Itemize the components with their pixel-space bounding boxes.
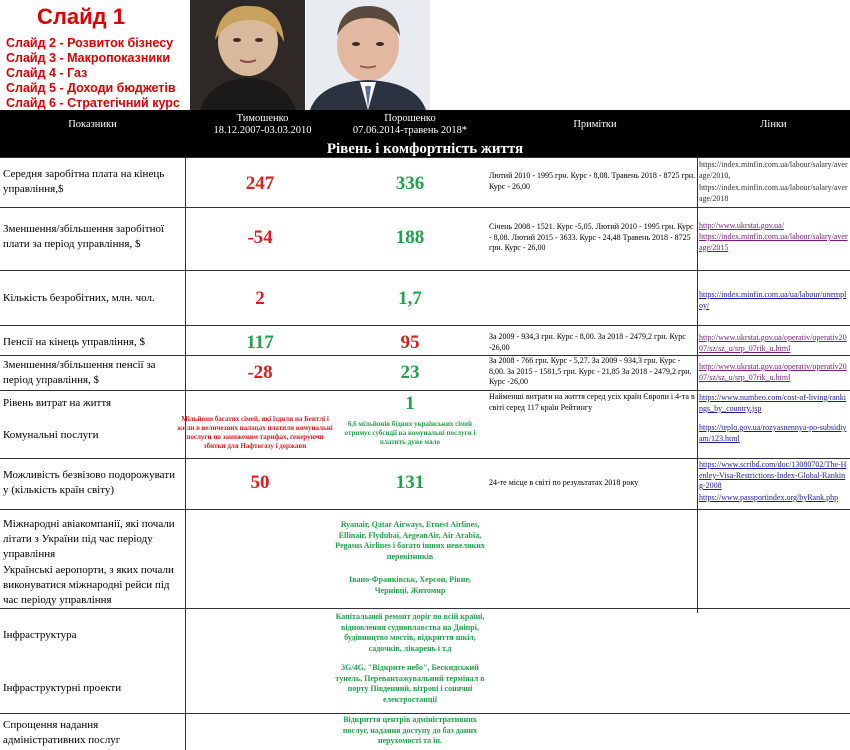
link-teplo-subsidies[interactable]: https://teplo.gov.ua/rozyasnennya-po-subsidiyam/123.html — [699, 423, 847, 443]
indicator-cost-of-living: Рівень витрат на життя — [3, 397, 112, 409]
poroshenko-pension-value: 95 — [400, 332, 420, 353]
row-divider — [0, 458, 850, 459]
tymoshenko-salary-value: 247 — [245, 173, 275, 194]
link-salary-2010[interactable]: https://index.minfin.com.ua/labour/salary/average/2010, — [699, 160, 848, 180]
row-divider — [0, 509, 850, 510]
note-visa: 24-те місце в світі по результатах 2018 року — [489, 478, 639, 487]
row-divider — [0, 270, 850, 271]
link-pension-change-ukrstat[interactable]: http://www.ukrstat.gov.ua/operativ/operativ2007/sz/sz_u/srp_07rik_u.html — [699, 362, 847, 382]
note-salary-change: Січень 2008 - 1521. Курс -5,05. Лютий 2010 - 1995 грн. Курс - 8,08. Лютий 2015 - 3633. Курс - 24,48 Травень 2018 - 8725 грн. Курс - 26,00 — [489, 222, 694, 252]
column-divider — [697, 157, 698, 613]
poroshenko-visa-value: 131 — [395, 472, 425, 493]
portrait-photo-poroshenko — [306, 0, 430, 110]
indicator-average-salary: Середня заробітна плата на кінець управління,$ — [3, 168, 165, 195]
tymoshenko-pension-change-value: -28 — [247, 362, 273, 383]
header-notes: Примітки — [573, 119, 617, 130]
note-cost-of-living: Найменші витрати на життя серед усіх країн Європи і 4-та в світі серед 117 країн Рейтингу — [489, 392, 695, 412]
indicator-airlines: Міжнародні авіакомпанії, які почали літати з України під час періоду управління — [3, 518, 175, 560]
header-indicators: Показники — [68, 119, 117, 130]
indicator-visa-free: Можливість безвізово подорожувати у (кількість країн світу) — [3, 469, 175, 496]
poroshenko-utilities-text: 6,6 мільйонів бідних українських сімей отримує субсидії на комунальні послуги і платить дуже мало — [344, 420, 476, 446]
portrait-photo-tymoshenko — [190, 0, 305, 110]
poroshenko-airports-text: Івано-Франківськ, Херсон, Рівне, Чернівці, Житомир — [349, 575, 471, 595]
nav-link-slide-5[interactable]: Слайд 5 - Доходи бюджетів — [6, 81, 176, 95]
link-salary-2018[interactable]: https://index.minfin.com.ua/labour/salary/average/2018 — [699, 183, 848, 203]
row-divider — [0, 157, 850, 158]
link-passport-index[interactable]: https://www.passportindex.org/byRank.php — [699, 493, 839, 502]
poroshenko-infra-projects-text: 3G/4G, "Відкрите небо", Бескидський тунель, Перевантажувальний термінал в порту Південний, вітрові і сонячні електростанції — [335, 663, 485, 704]
tymoshenko-utilities-text: Мільйони багатих сімей, які їздили на Бентлі і жили в величезних палацах платили комунальні послуги по заниженим тарифах, генеруючи збитки для Нафтогазу і держави — [177, 415, 333, 450]
tymoshenko-pension-value: 117 — [246, 332, 274, 353]
header-tymoshenko-period: 18.12.2007-03.03.2010 — [213, 125, 312, 136]
poroshenko-airlines-text: Ryanair, Qatar Airways, Ernest Airlines, Ellinair, Flydubai, AegeanAir, Air Arabia, Pegasus Airlines і багато інших невеликих перевізників — [335, 520, 485, 561]
poroshenko-admin-services-text: Відкриття центрів адміністративних послуг, надання доступу до баз даних нерухомості та ін. — [342, 715, 478, 745]
row-divider — [0, 608, 850, 609]
indicator-admin-services: Спрощення надання адміністративних послуг — [3, 719, 121, 746]
tymoshenko-salary-change-value: -54 — [247, 227, 273, 248]
nav-link-slide-3[interactable]: Слайд 3 - Макропоказники — [6, 51, 171, 65]
poroshenko-salary-change-value: 188 — [395, 227, 425, 248]
poroshenko-pension-change-value: 23 — [400, 362, 420, 383]
link-unemployment[interactable]: https://index.minfin.com.ua/ua/labour/unemploy/ — [699, 290, 847, 310]
indicator-unemployed: Кількість безробітних, млн. чол. — [3, 292, 155, 304]
row-divider — [0, 355, 850, 356]
slide-title: Слайд 1 — [37, 4, 125, 29]
indicator-infrastructure-projects: Інфраструктурні проекти — [3, 682, 122, 694]
poroshenko-cost-rank-value: 1 — [405, 393, 415, 414]
row-divider — [0, 325, 850, 326]
indicator-utilities: Комунальні послуги — [3, 429, 99, 441]
link-henley-visa-index[interactable]: https://www.scribd.com/doc/13080702/The-Henley-Visa-Restrictions-Index-Global-Ranking-2008 — [699, 460, 847, 490]
indicator-infrastructure: Інфраструктура — [3, 629, 77, 641]
indicator-airports: Українські аеропорти, з яких почали виконуватися міжнародні рейси під час періоду управління — [3, 564, 174, 606]
indicator-salary-change: Зменшення/збільшення заробітної плати за період управління, $ — [3, 223, 165, 250]
poroshenko-salary-value: 336 — [395, 173, 425, 194]
header-links: Лінки — [760, 119, 787, 130]
note-salary: Лютий 2010 - 1995 грн. Курс - 8,08. Травень 2018 - 8725 грн. Курс - 26,00 — [489, 171, 696, 191]
row-divider — [0, 713, 850, 714]
link-numbeo[interactable]: https://www.numbeo.com/cost-of-living/rankings_by_country.jsp — [699, 393, 847, 413]
poroshenko-infrastructure-text: Капітальний ремонт доріг по всій країні, відновлення судноплавства на Дніпрі, будівництво мостів, відкриття шкіл, садочків, лікарень і т.д — [335, 612, 485, 653]
section-title: Рівень і комфортність життя — [326, 141, 524, 157]
poroshenko-unemployed-value: 1,7 — [398, 288, 422, 309]
link-ukrstat[interactable]: http://www.ukrstat.gov.ua/ — [699, 221, 784, 230]
column-divider — [185, 157, 186, 750]
tymoshenko-unemployed-value: 2 — [255, 288, 265, 309]
tymoshenko-visa-value: 50 — [250, 472, 270, 493]
indicator-pension: Пенсії на кінець управління, $ — [3, 336, 145, 348]
row-divider — [0, 207, 850, 208]
nav-link-slide-2[interactable]: Слайд 2 - Розвиток бізнесу — [6, 36, 174, 50]
header-poroshenko-period: 07.06.2014-травень 2018* — [352, 125, 468, 136]
indicator-pension-change: Зменшення/збільшення пенсії за період управління, $ — [3, 359, 156, 386]
nav-link-slide-4[interactable]: Слайд 4 - Газ — [6, 66, 88, 80]
header-poroshenko-name: Порошенко — [384, 113, 436, 124]
nav-link-slide-6[interactable]: Слайд 6 - Стратегічний курс — [6, 96, 180, 110]
note-pension-change: За 2008 - 766 грн. Курс - 5,27. За 2009 - 934,3 грн. Курс - 8,00. За 2015 - 1581,5 грн. Курс - 21,85 За 2018 - 2479,2 грн. Курс -26,00 — [489, 356, 692, 386]
row-divider — [0, 390, 850, 391]
header-tymoshenko-name: Тимошенко — [236, 113, 289, 124]
link-salary-2015[interactable]: https://index.minfin.com.ua/labour/salary/average/2015 — [699, 232, 848, 252]
note-pension: За 2009 - 934,3 грн. Курс - 8,00. За 2018 - 2479,2 грн. Курс -26,00 — [489, 332, 686, 352]
link-pension-ukrstat[interactable]: http://www.ukrstat.gov.ua/operativ/operativ2007/sz/sz_u/srp_07rik_u.html — [699, 333, 847, 353]
